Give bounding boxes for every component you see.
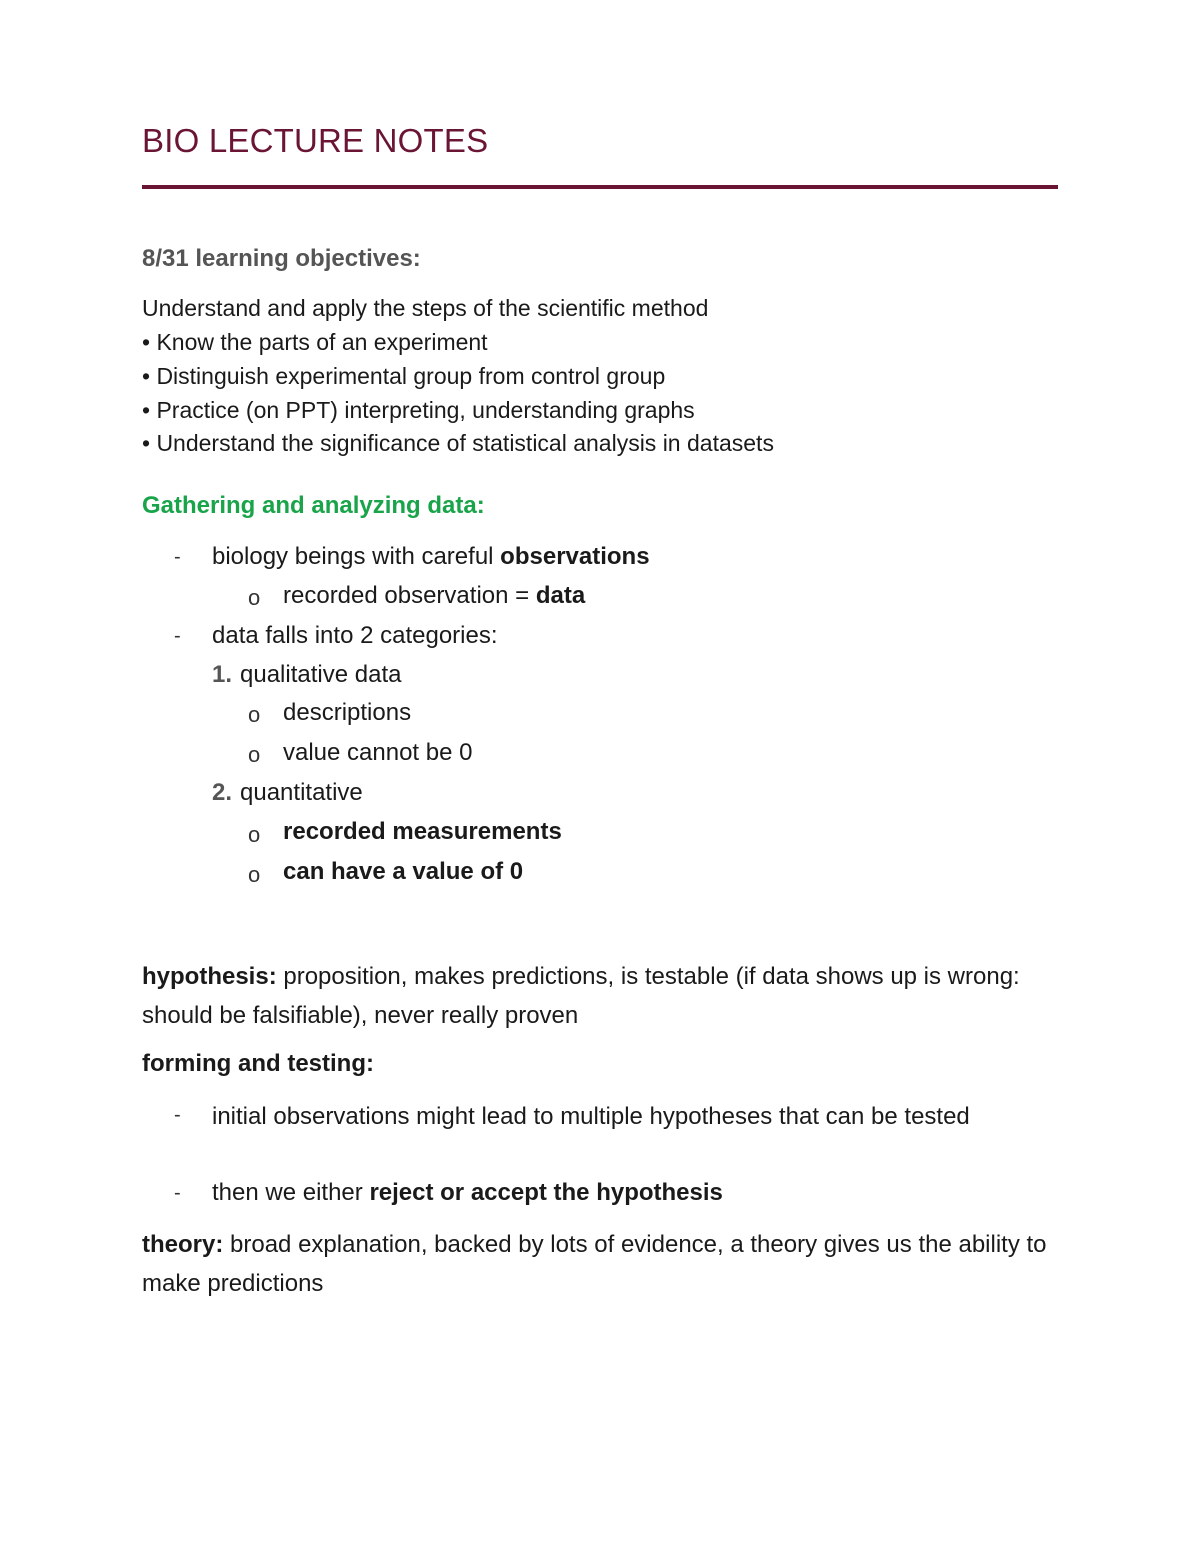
sub-list-item: can have a value of 0 [283, 858, 524, 885]
list-item-bold: reject or accept the hypothesis [369, 1179, 723, 1206]
objective-item: • Understand the significance of statistical analysis in datasets [142, 430, 774, 456]
gathering-heading: Gathering and analyzing data: [142, 492, 485, 519]
list-item: data falls into 2 categories: [212, 622, 498, 649]
list-item: initial observations might lead to multiple hypotheses that can be tested [212, 1103, 970, 1130]
circle-bullet: o [248, 822, 261, 847]
numbered-item-number: 2. [212, 779, 233, 806]
circle-bullet: o [248, 742, 261, 767]
objectives-intro: Understand and apply the steps of the scientific method [142, 295, 709, 321]
hypothesis-definition: proposition, makes predictions, is testable (if data shows up is wrong: should be falsifiable), never really proven [142, 963, 1020, 1029]
numbered-item [212, 661, 401, 689]
numbered-item [212, 779, 363, 807]
numbered-item-label: quantitative [240, 779, 363, 806]
dash-bullet: - [174, 1104, 181, 1126]
sub-list-item-bold: data [535, 582, 586, 609]
numbered-item-label: qualitative data [240, 661, 402, 688]
sub-list-item: recorded measurements [283, 818, 562, 845]
dash-bullet: - [174, 546, 181, 568]
list-item-text: biology beings with careful [212, 543, 501, 570]
list-item-bold: observations [500, 543, 650, 570]
dash-bullet: - [174, 1182, 181, 1204]
list-item [212, 1179, 723, 1207]
theory-term: theory: [142, 1231, 224, 1258]
dash-bullet: - [174, 625, 181, 647]
circle-bullet: o [248, 702, 261, 727]
sub-list-item: descriptions [283, 699, 412, 726]
objective-item: • Distinguish experimental group from control group [142, 363, 666, 389]
list-item-text: then we either [212, 1179, 370, 1206]
sub-list-item: value cannot be 0 [283, 739, 473, 766]
hypothesis-paragraph [142, 957, 1062, 1035]
page-title: BIO LECTURE NOTES [142, 122, 489, 159]
objectives-heading: 8/31 learning objectives: [142, 245, 421, 272]
sub-list-item [283, 582, 585, 610]
sub-list-item-text: recorded observation = [283, 582, 536, 609]
theory-paragraph [142, 1225, 1062, 1303]
title-divider [142, 185, 1058, 189]
objective-item: • Know the parts of an experiment [142, 329, 488, 355]
objective-item: • Practice (on PPT) interpreting, understanding graphs [142, 397, 695, 423]
numbered-item-number: 1. [212, 661, 233, 688]
theory-definition: broad explanation, backed by lots of evidence, a theory gives us the ability to make predictions [142, 1231, 1047, 1297]
circle-bullet: o [248, 862, 261, 887]
circle-bullet: o [248, 585, 261, 610]
list-item [212, 543, 650, 571]
hypothesis-term: hypothesis: [142, 963, 277, 990]
forming-heading: forming and testing: [142, 1050, 374, 1077]
